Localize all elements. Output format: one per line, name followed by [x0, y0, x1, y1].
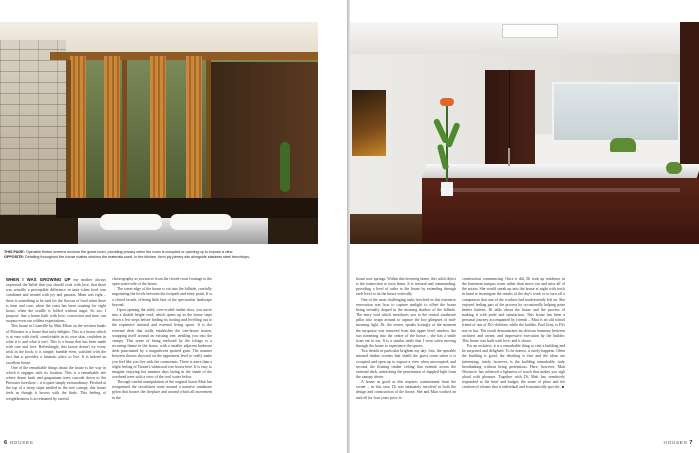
- caption-label-this-page: THIS PAGE:: [4, 250, 25, 254]
- paragraph: house now springs. Within this hovering home, this solid object is the connection to terra firma. It is textural and commanding, providing a level of order to the house by extending through each level to tie the house vertically.: [356, 277, 456, 297]
- paragraph: Upon opening the solid, over-scaled timber door, you move into a double height void, which opens up as the house steps down a few steps before finding its footing and levelling out to the expansive internal and external living space. It is the external deck that really establishes the tree-house notion, wrapping itself around an existing tree, nestling you into the canopy. This sense of being enclosed by the foliage is a recurring theme in the house, with a smaller adjacent barbecue deck punctuated by a magnificent spotted gum. The manner between thrusts skyward on the uppermost level to really make you feel like you live with the cormorants. There is more than a slight feeling of Tarzan's whimsical tree house here. It is easy to imagine enjoying hot summer days lazing in the shade of the overhead trees with a view of the cool water below.: [112, 307, 212, 379]
- caption-label-opposite: OPPOSITE:: [4, 255, 25, 259]
- body-column-1: [6, 277, 106, 402]
- paragraph: choreography as you move from the closed-roost frontage to the open water-side of the house.: [112, 277, 212, 287]
- lead-in: WHEN I WAS GROWING UP: [6, 277, 71, 282]
- paragraph: construction commencing. Once it did, Di took up residence in the basement rumpus room rather than move out and miss all of the action. She would sneak up into the house at night with torch in hand to investigate the results of the day's work or to turn off a compressor that one of the workers had inadvertently left on. She enjoyed feeling part of the process by occasionally helping paint timber battens. Di talks about the house and the process of making it with pride and satisfaction. This house has been a personal journey accompanied by friends – Matt is an old school friend of one of Di's children, while the builder, Paul Gray, is Di's son in law. The result demonstrates an obvious harmony between architect and owner, and impressive execution by the builder. This house was built with love, and it shows.: [462, 277, 565, 343]
- paragraph: Two details in particular brighten my day: first, the operable internal timber screens that shield the guest room when it is occupied and open up to expose a view when unoccupied; and second, the floating timber ceiling that extends across the external deck, mimicking the penetration of dappled light from the canopy above.: [356, 349, 456, 379]
- right-page: [350, 0, 699, 453]
- paragraph: One of the remarkable things about the house is the way in which it engages with its location. This is a remarkable site where dense bush and gargantuan trees cascade down to the Pittwater foreshore – it is quite simply extraordinary. Perched at the top of a steep slope nestled in the tree canopy, this house feels as though it hovers with the birds. This feeling of weightlessness is accentuated by careful: [6, 365, 106, 401]
- folio-right: [664, 440, 693, 446]
- timber-screen: [70, 56, 86, 208]
- paragraph: Through careful manipulation of the original house Matt has reorganised the circulation route around a massive sandstone pylon that houses the fireplace and around which all movement in the: [112, 380, 212, 400]
- paragraph: WHEN I WAS GROWING UP my mother always expressed the belief that you should cook with love, that there was actually a perceptible difference in taste when food was combined and treated with joy and passion. Mum was right – there is something to be said for the flavour of food when there is time and care, when the roast has been roasting for eight hours, when the souffle is folded without angst. So too, I propose, that a home built with love, conviction and time can surpass even our wildest expectations.: [6, 277, 106, 324]
- paragraph: One of the most challenging tasks involved in this extensive renovation was how to capture sunlight to offset the house being virtually draped in the morning shadow of the hillside. The entry void which introduces you to the central sandstone pillar also wraps around to capture the low glimpses of mid-morning light. Dr, the owner, speaks lovingly of the moment the turquoise was removed from this upper level window, the sun streaming into the centre of the house – she has a smile from ear to ear. It is a similar smile that I wear when moving through the house to experience the spaces.: [356, 297, 456, 349]
- skylight: [502, 24, 558, 38]
- bedroom-photo: [0, 22, 318, 244]
- kitchen-window: [552, 82, 680, 142]
- section-label-right: HOUSES: [663, 441, 688, 446]
- wall-artwork: [352, 90, 386, 156]
- folio-left: [4, 440, 33, 446]
- section-label-left: HOUSES: [9, 441, 34, 446]
- paragraph: For an architect, it is a remarkable thing to visit a building and be surprised and delighted. To be honest, it rarely happens. Often the building is good, the detailing is fine and the ideas are interesting; rarely, however, is the building remarkable, truly breathtaking without being pretentious. Here, however, Matt Woonrow has achieved a lightness of touch that makes you sigh aloud with pleasure. Together with Di, Matt has sensitively responded to the brief and budget, the sense of place and the creation of a home that is individual and economically specific. ■: [462, 344, 565, 390]
- pillow: [100, 214, 162, 230]
- stainless-benchtop: [422, 164, 699, 178]
- paragraph: The street edge of the house is cut into the hillside, carefully negotiating the levels between the footpath and entry point. It is a closed facade, offering little hint of the spectacular landscape beyond.: [112, 287, 212, 307]
- body-column-4: [462, 277, 565, 390]
- stone-wall: [0, 40, 66, 215]
- paragraph: A house as good as this requires commitment from the owner – in this case, Di was intimately involved in both the design and construction of the house. She and Matt worked on and off for four years prior to: [356, 380, 456, 400]
- caption-text-this-page: Operable timber screens enclose the guest room, providing privacy when the room is occupied or opening up to expose a view.: [25, 250, 234, 254]
- caption-text-opposite: Detailing throughout the house makes obvious the materials used. In the kitchen, form-ply joinery sits alongside stainless steel benchtops.: [25, 255, 250, 259]
- page-number-left: 6: [4, 440, 8, 446]
- left-page: [0, 0, 347, 453]
- page-number-right: 7: [689, 440, 693, 446]
- tap: [508, 148, 510, 166]
- kitchen-photo: [350, 22, 699, 244]
- paragraph: This house in Cranville by Matt Elkan on the western banks of Pittwater is a house that truly delights. This is a house which is at ease with itself, comfortable in its own skin, confident in what it is and what it isn't. This is a house that has been made with care and love. Refreshingly, this house doesn't try every trick in the book; it is simple, humble even, satisfied with the fact that it provides a fantastic place to live. It is indeed an excellent house.: [6, 324, 106, 365]
- body-column-3: [356, 277, 456, 401]
- photo-caption: [4, 250, 334, 260]
- body-column-2: [112, 277, 212, 401]
